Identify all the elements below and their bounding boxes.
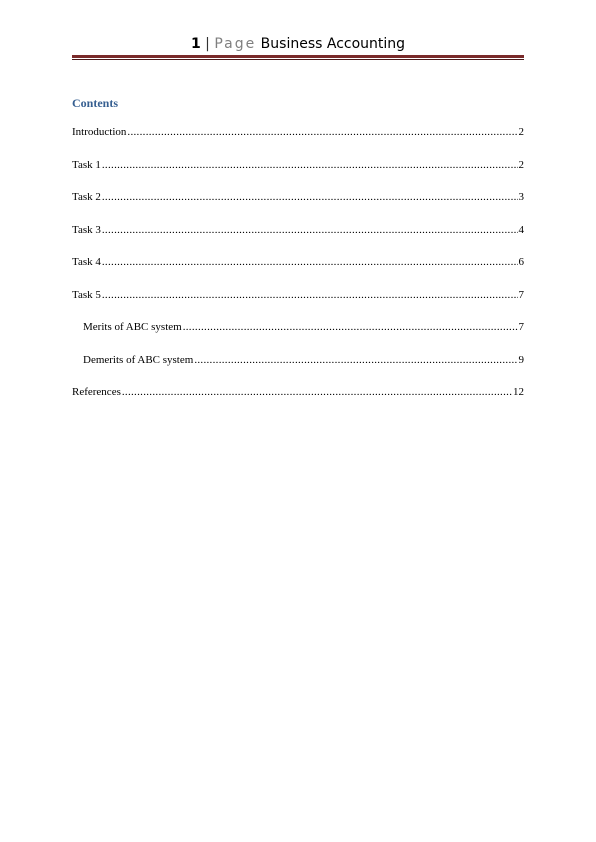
toc-entry-label: Task 4 [72,256,101,268]
toc-entry-demerits[interactable] [83,353,524,367]
toc-entry-page: 9 [518,354,524,366]
toc-entry-introduction[interactable] [72,125,524,139]
toc-entry-label: Task 1 [72,159,101,171]
page-number: 1 [190,36,201,52]
header-rule-thin [72,59,524,60]
toc-entry-task-1[interactable] [72,158,524,172]
toc-entry-references[interactable] [72,385,524,399]
page-word: Page [214,36,257,52]
page-header [72,35,524,53]
toc-entry-task-5[interactable] [72,288,524,302]
toc-entry-label: Task 5 [72,289,101,301]
toc-dot-leader [102,190,518,204]
toc-entry-label: Introduction [72,126,127,138]
toc-entry-label: Task 3 [72,224,101,236]
toc-dot-leader [102,288,518,302]
toc-dot-leader [194,353,517,367]
toc-entry-page: 2 [518,159,524,171]
toc-entry-page: 4 [518,224,524,236]
toc-entry-label: Demerits of ABC system [83,354,194,366]
toc-entry-task-4[interactable] [72,255,524,269]
toc-entry-page: 2 [518,126,524,138]
header-separator: | [205,36,210,52]
toc-dot-leader [122,385,512,399]
toc-entry-label: Task 2 [72,191,101,203]
toc-entry-label: Merits of ABC system [83,321,182,333]
toc-dot-leader [102,255,518,269]
toc-entry-page: 3 [518,191,524,203]
toc-entry-page: 12 [513,386,524,398]
toc-title: Contents [72,96,119,110]
toc-entry-page: 7 [518,289,524,301]
toc-entry-task-3[interactable] [72,223,524,237]
toc-dot-leader [102,223,518,237]
toc-entry-page: 6 [518,256,524,268]
toc-entry-page: 7 [518,321,524,333]
toc-entry-task-2[interactable] [72,190,524,204]
toc-dot-leader [102,158,518,172]
toc-entry-merits[interactable] [83,320,524,334]
toc-dot-leader [183,320,518,334]
toc-entry-label: References [72,386,121,398]
header-rule-thick [72,55,524,58]
document-title: Business Accounting [260,36,406,52]
toc-dot-leader [127,125,517,139]
